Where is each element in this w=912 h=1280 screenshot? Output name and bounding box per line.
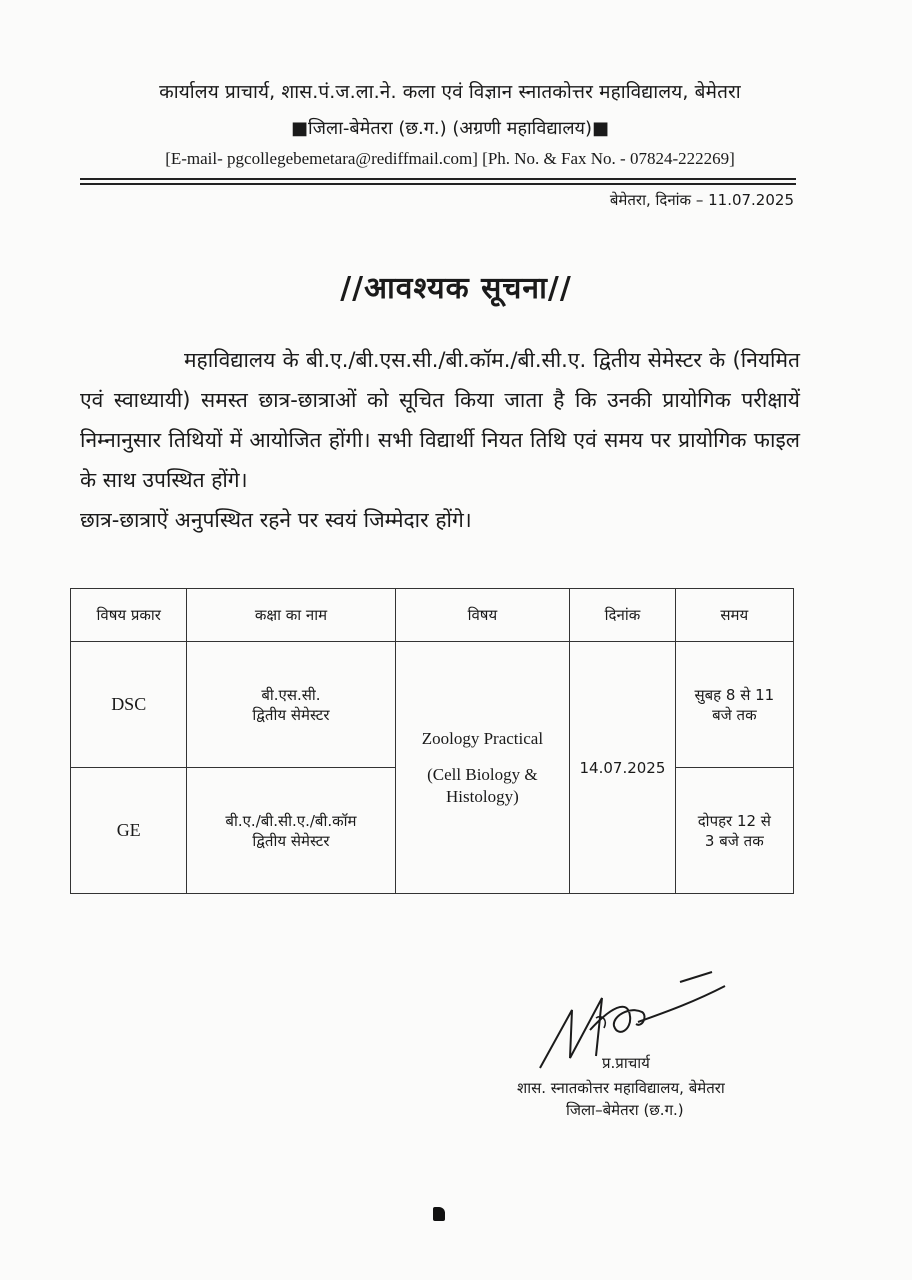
notice-paragraph: महाविद्यालय के बी.ए./बी.एस.सी./बी.कॉम./बी.सी.ए. द्वितीय सेमेस्टर के (नियमित एवं स्वाध्यायी) समस्त छात्र-छात्राओं को सूचित किया जाता है कि उनकी प्रायोगिक परीक्षायें निम्नानुसार तिथियों में आयोजित होंगी। सभी विद्यार्थी नियत तिथि एवं समय पर प्रायोगिक फाइल के साथ उपस्थित होंगे।: [80, 348, 800, 492]
signatory-district: जिला–बेमेतरा (छ.ग.): [566, 1101, 684, 1119]
bullet-icon: ■: [290, 118, 308, 139]
time-text: सुबह 8 से 11: [694, 685, 775, 704]
subject-type-cell: DSC: [71, 642, 187, 768]
subject-name: Zoology Practical: [421, 728, 544, 748]
time-cell: [675, 642, 793, 768]
header-divider: [80, 178, 796, 180]
issue-date: बेमेतरा, दिनांक – 11.07.2025: [609, 191, 794, 209]
contact-line: [E-mail- pgcollegebemetara@rediffmail.com] [Ph. No. & Fax No. - 07824-222269]: [165, 149, 735, 168]
subject-detail: (Cell Biology &: [427, 764, 538, 784]
subject-detail: Histology): [446, 786, 519, 806]
header-cell: विषय प्रकार: [71, 589, 187, 642]
notice-note: छात्र-छात्राऐं अनुपस्थित रहने पर स्वयं जिम्मेदार होंगे।: [80, 508, 472, 532]
exam-schedule-table: [70, 588, 794, 894]
time-cell: [675, 768, 793, 894]
header-cell: समय: [675, 589, 793, 642]
subject-cell: [395, 642, 570, 894]
exam-date-cell: 14.07.2025: [570, 642, 675, 894]
notice-body: [80, 340, 800, 540]
header-divider: [80, 183, 796, 185]
table-header-row: [71, 589, 794, 642]
class-semester: द्वितीय सेमेस्टर: [252, 831, 330, 850]
signatory-title: प्र.प्राचार्य: [602, 1054, 650, 1072]
subject-type-cell: GE: [71, 768, 187, 894]
class-name: बी.एस.सी.: [261, 685, 321, 704]
header-cell: विषय: [395, 589, 570, 642]
class-name-cell: [187, 768, 395, 894]
header-cell: दिनांक: [570, 589, 675, 642]
class-name-cell: [187, 642, 395, 768]
signatory-institution: शास. स्नातकोत्तर महाविद्यालय, बेमेतरा: [517, 1079, 725, 1097]
class-semester: द्वितीय सेमेस्टर: [252, 705, 330, 724]
notice-title: //आवश्यक सूचना//: [340, 271, 572, 306]
district-text: जिला-बेमेतरा (छ.ग.) (अग्रणी महाविद्यालय): [307, 118, 593, 139]
table-row: [71, 642, 794, 768]
time-text: बजे तक: [712, 705, 757, 724]
class-name: बी.ए./बी.सी.ए./बी.कॉम: [225, 811, 357, 830]
time-text: दोपहर 12 से: [697, 811, 771, 830]
page-mark: [433, 1207, 445, 1221]
header-cell: कक्षा का नाम: [187, 589, 395, 642]
bullet-icon: ■: [592, 118, 610, 139]
office-heading: कार्यालय प्राचार्य, शास.पं.ज.ला.ने. कला एवं विज्ञान स्नातकोत्तर महाविद्यालय, बेमेतरा: [159, 81, 741, 103]
district-heading: [60, 116, 840, 140]
time-text: 3 बजे तक: [704, 831, 764, 850]
